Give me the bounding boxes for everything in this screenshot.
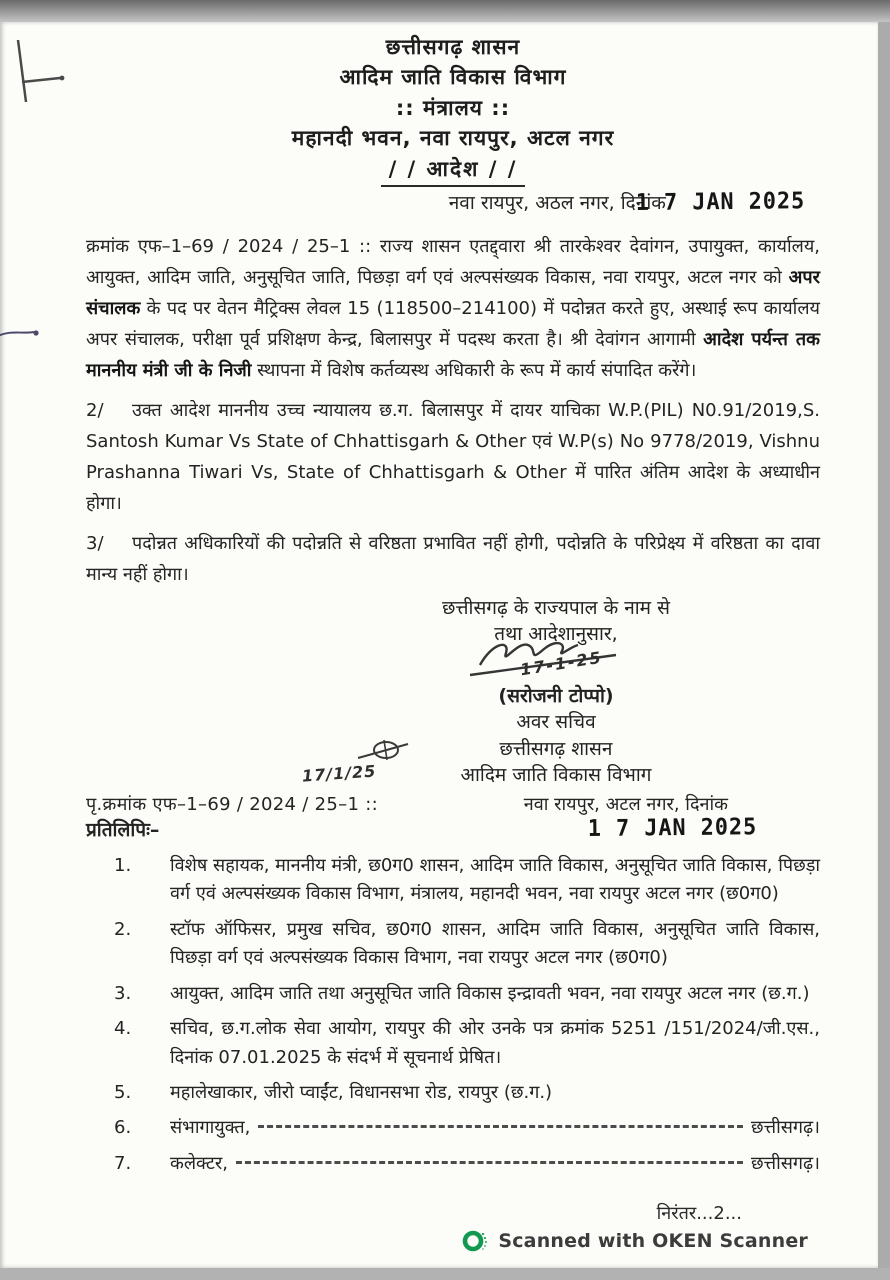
pen-margin-mark — [0, 322, 46, 346]
list-item — [114, 980, 820, 1008]
distribution-list — [86, 852, 820, 1185]
letterhead-government: छत्तीसगढ़ शासन — [385, 35, 521, 59]
list-item-text: विशेष सहायक, माननीय मंत्री, छ0ग0 शासन, आदिम जाति विकास, अनुसूचित जाति विकास, पिछड़ा वर्ग एवं अल्पसंख्यक विकास विभाग, मंत्रालय, महानदी भवन, नवा रायपुर अटल नगर (छ0ग0) — [170, 854, 820, 905]
copy-to-label: प्रतिलिपिः– — [86, 818, 160, 841]
order-paragraph-1 — [86, 232, 820, 387]
list-item-suffix: छत्तीसगढ़। — [751, 1117, 820, 1139]
list-item — [114, 916, 820, 973]
list-item — [114, 1079, 820, 1107]
initial-scribble — [354, 736, 410, 764]
list-item-text: सचिव, छ.ग.लोक सेवा आयोग, रायपुर की ओर उनके पत्र क्रमांक 5251 /151/2024/जी.एस., दिनांक 07.01.2025 के संदर्भ में सूचनार्थ प्रेषित। — [170, 1018, 820, 1068]
list-item — [114, 1015, 820, 1072]
list-item-number: 3. — [114, 982, 132, 1004]
list-item — [114, 1114, 820, 1142]
by-order-line-1: छत्तीसगढ़ के राज्यपाल के नाम से — [442, 596, 670, 619]
list-item — [114, 1150, 820, 1178]
letterhead-department: आदिम जाति विकास विभाग — [339, 65, 567, 90]
para1-bold-until-order: आदेश पर्यन्त तक — [703, 329, 820, 351]
endorsement-place-date: नवा रायपुर, अटल नगर, दिनांक — [523, 793, 728, 815]
signatory-designation: अवर सचिव — [516, 711, 596, 734]
para3-text: पदोन्नत अधिकारियों की पदोन्नति से वरिष्ठता प्रभावित नहीं होगी, पदोन्नति के परिप्रेक्ष्य में वरिष्ठता का दावा मान्य नहीं होगा। — [86, 532, 820, 585]
para1-bold-minister: माननीय मंत्री जी के निजी — [86, 360, 252, 381]
para1-text: क्रमांक एफ–1–69 / 2024 / 25–1 :: राज्य शासन एतद्द्वारा श्री तारकेश्वर देवांगन, उपायुक्त, कार्यालय, आयुक्त, आदिम जाति, अनुसूचित जाति, पिछड़ा वर्ग एवं अल्पसंख्यक विकास, नवा रायपुर, अटल नगर को — [86, 236, 820, 289]
signatory-government: छत्तीसगढ़ शासन — [499, 737, 613, 760]
para1-text-2: के पद पर वेतन मैट्रिक्स लेवल 15 (118500–214100) में पदोन्नत करते हुए, अस्थाई रूप कार्यालय अपर संचालक, परीक्षा पूर्व प्रशिक्षण केन्द्र, बिलासपुर में पदस्थ करता है। श्री देवांगन आगामी — [86, 298, 820, 351]
list-item-text: कलेक्टर, — [170, 1152, 228, 1174]
endorsement-row — [86, 792, 820, 816]
by-order-line-2: तथा आदेशानुसार, — [494, 622, 618, 645]
para2-number: 2/ — [86, 399, 104, 421]
signature-block — [301, 595, 742, 788]
scanned-document-page — [0, 22, 878, 1268]
copy-to-row — [86, 816, 820, 842]
dateline — [86, 189, 814, 215]
signatory-name: (सरोजनी टोप्पो) — [498, 685, 614, 708]
para1-bold-post: अपर संचालक — [86, 267, 820, 320]
list-item-number: 6. — [114, 1117, 132, 1139]
list-item-number: 5. — [114, 1082, 132, 1104]
endorsement-date-stamp: 1 7 JAN 2025 — [587, 814, 758, 842]
order-title: / / आदेश / / — [381, 154, 526, 187]
list-item-number: 2. — [114, 918, 132, 940]
fill-in-dash-line — [236, 1161, 743, 1164]
oken-scanner-icon — [462, 1228, 488, 1254]
pen-corner-mark — [4, 30, 74, 110]
list-item-text: महालेखाकार, जीरो प्वाईंट, विधानसभा रोड, रायपुर (छ.ग.) — [170, 1082, 553, 1104]
list-item — [114, 852, 820, 909]
letterhead-address: महानदी भवन, नवा रायपुर, अटल नगर — [291, 126, 615, 151]
list-item-suffix: छत्तीसगढ़। — [751, 1152, 820, 1174]
order-paragraph-3 — [86, 529, 820, 591]
list-item-text: स्टॉफ ऑफिसर, प्रमुख सचिव, छ0ग0 शासन, आदिम जाति विकास, अनुसूचित जाति विकास, पिछड़ा वर्ग एवं अल्पसंख्यक विकास विभाग, नवा रायपुर अटल नगर (छ0ग0) — [170, 918, 820, 969]
handwritten-date-note: 17/1/25 — [301, 761, 377, 786]
para2-text: उक्त आदेश माननीय उच्च न्यायालय छ.ग. बिलासपुर में दायर याचिका W.P.(PIL) N0.91/2019,S. Santosh Kumar Vs State of Chhattisgarh & Other एवं W.P(s) No 9778/2019, Vishnu Prashanna Tiwari Vs, State of Chhattisgarh & Other में पारित अंतिम आदेश के अध्याधीन होगा। — [86, 399, 820, 514]
signatory-department: आदिम जाति विकास विभाग — [460, 763, 652, 786]
para3-number: 3/ — [86, 532, 104, 554]
order-paragraph-2 — [86, 396, 820, 520]
para1-text-3: स्थापना में विशेष कर्तव्यस्थ अधिकारी के रूप में कार्य संपादित करेंगे। — [251, 360, 697, 381]
list-item-number: 1. — [114, 854, 132, 876]
date-stamp: 1 7 JAN 2025 — [635, 188, 806, 217]
list-item-number: 7. — [114, 1152, 132, 1174]
signature-area — [370, 647, 742, 683]
fill-in-dash-line — [258, 1125, 743, 1128]
list-item-text: संभागायुक्त, — [170, 1117, 251, 1139]
scanner-footer — [86, 1228, 820, 1262]
endorsement-ref-number: पृ.क्रमांक एफ–1–69 / 2024 / 25–1 :: — [86, 793, 378, 815]
signature-date-handwritten: 17-1-25 — [518, 647, 604, 680]
letterhead-ministry: :: मंत्रालय :: — [395, 95, 511, 120]
scanner-footer-label: Scanned with OKEN Scanner — [498, 1230, 808, 1252]
continuation-note: निरंतर...2... — [656, 1203, 742, 1225]
list-item-text: आयुक्त, आदिम जाति तथा अनुसूचित जाति विकास इन्द्रावती भवन, नवा रायपुर अटल नगर (छ.ग.) — [170, 982, 810, 1004]
dateline-place: नवा रायपुर, अठल नगर, दिनांक — [448, 192, 666, 215]
letterhead — [86, 32, 820, 187]
scan-border-top — [0, 0, 890, 22]
signatory-department-row — [301, 761, 742, 788]
scan-border-bottom — [0, 1268, 890, 1280]
list-item-number: 4. — [114, 1018, 132, 1040]
